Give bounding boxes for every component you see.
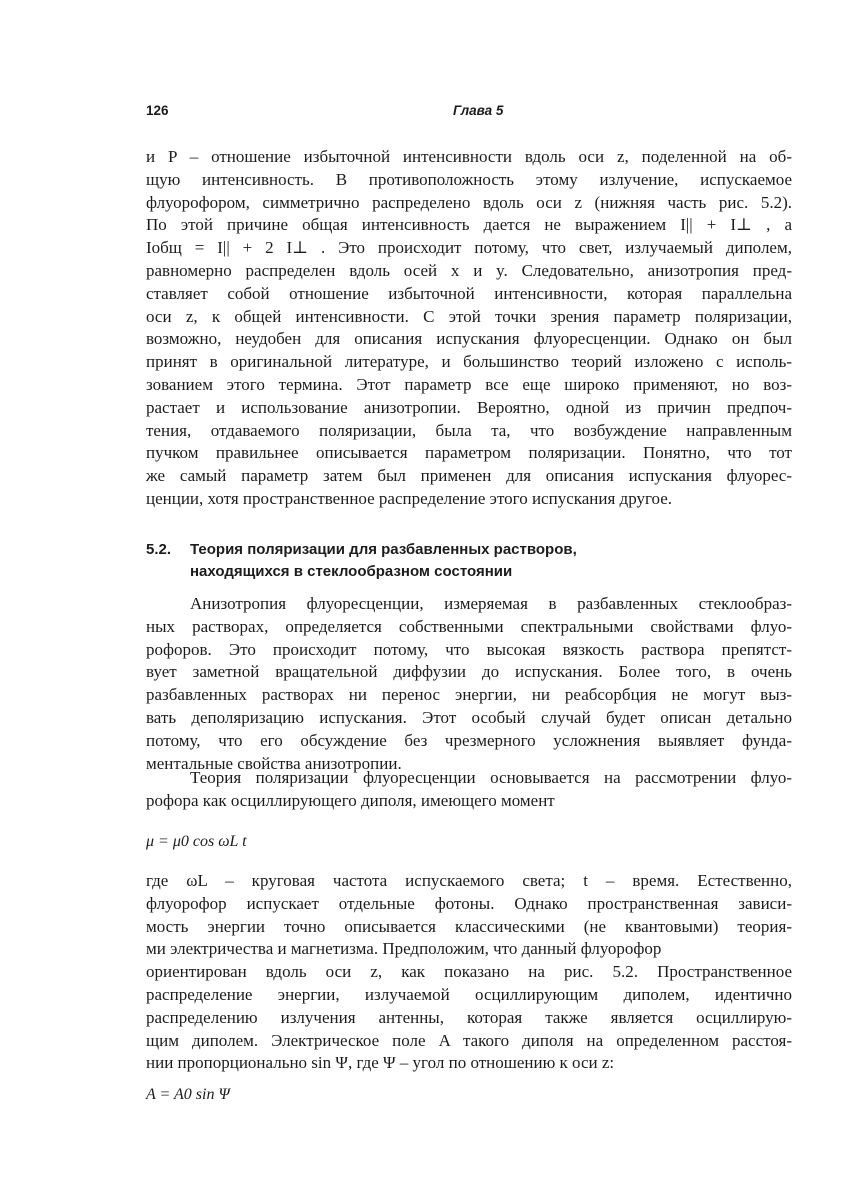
dipole-moment-formula: μ = μ0 cos ωL t [146, 833, 247, 850]
text-line: Iобщ = I|| + 2 I⊥ . Это происходит потому, что свет, излучаемый диполем, [146, 238, 792, 258]
text-line: растает и использование анизотропии. Вероятно, одной из причин предпоч- [146, 397, 792, 417]
text-line: флуорофор испускает отдельные фотоны. Однако пространственная зависи- [146, 893, 792, 913]
section-title-line-2: находящихся в стеклообразном состоянии [190, 563, 513, 580]
text-line: щую интенсивность. В противоположность этому излучение, испускаемое [146, 169, 792, 189]
text-line: равномерно распределен вдоль осей x и y. Следовательно, анизотропия пред- [146, 260, 792, 280]
text-line: вует заметной вращательной диффузии до испускания. Более того, в очень [146, 662, 792, 682]
text-line: ми электричества и магнетизма. Предположим, что данный флуорофор [146, 939, 662, 959]
text-line: Теория поляризации флуоресценции основывается на рассмотрении флуо- [190, 768, 792, 787]
paragraph-3 [146, 767, 792, 813]
text-line: ных растворах, определяется собственными спектральными свойствами флуо- [146, 616, 792, 636]
text-line: ценции, хотя пространственное распределение этого испускания другое. [146, 488, 673, 508]
page-header [146, 103, 786, 125]
text-line: вать деполяризацию испускания. Этот особый случай будет описан детально [146, 707, 792, 727]
text-line: потому, что его обсуждение без чрезмерного усложнения выявляет фунда- [146, 730, 792, 750]
section-number: 5.2. [146, 541, 172, 558]
text-line: ментальные свойства анизотропии. [146, 753, 402, 773]
text-line: тения, отдаваемого поляризации, была та, что возбуждение направленным [146, 420, 792, 440]
text-line: разбавленных растворах ни перенос энергии, ни реабсорбция не могут выз- [146, 685, 792, 705]
text-line: ставляет собой отношение избыточной интенсивности, которая параллельна [146, 283, 792, 303]
section-heading [146, 539, 786, 583]
text-line: возможно, неудобен для описания испускания флуоресценции. Однако он был [146, 329, 792, 349]
text-line: распределению излучения антенны, которая также является осциллирую- [146, 1007, 792, 1027]
text-line: флуорофором, симметрично распределено вдоль оси z (нижняя часть рис. 5.2). [146, 192, 792, 212]
text-line: нии пропорционально sin Ψ, где Ψ – угол по отношению к оси z: [146, 1053, 615, 1073]
electric-field-formula: A = A0 sin Ψ [146, 1086, 230, 1103]
text-line: Анизотропия флуоресценции, измеряемая в разбавленных стеклообраз- [190, 594, 792, 613]
text-line: распределение энергии, излучаемой осциллирующим диполем, идентично [146, 984, 792, 1004]
text-line: и P – отношение избыточной интенсивности вдоль оси z, поделенной на об- [146, 147, 792, 166]
paragraph-1 [146, 146, 792, 511]
text-line: По этой причине общая интенсивность дается не выражением I|| + I⊥ , а [146, 215, 792, 235]
text-line: же самый параметр затем был применен для описания испускания флуорес- [146, 466, 792, 486]
text-line: где ωL – круговая частота испускаемого света; t – время. Естественно, [146, 871, 792, 890]
text-line: рофоров. Это происходит потому, что высокая вязкость раствора препятст- [146, 639, 792, 659]
text-line: ориентирован вдоль оси z, как показано на рис. 5.2. Пространственное [146, 962, 792, 982]
text-line: принят в оригинальной литературе, и большинство теорий изложено с исполь- [146, 352, 792, 372]
paragraph-4 [146, 870, 792, 1075]
text-line: щим диполем. Электрическое поле A такого диполя на определенном расстоя- [146, 1030, 792, 1050]
page-number: 126 [146, 103, 169, 118]
text-line: пучком правильнее описывается параметром поляризации. Понятно, что тот [146, 443, 792, 463]
text-line: мость энергии точно описывается классическими (не квантовыми) теория- [146, 916, 792, 936]
section-title-line-1: Теория поляризации для разбавленных растворов, [190, 541, 577, 558]
text-line: рофора как осциллирующего диполя, имеющего момент [146, 790, 555, 810]
text-line: зованием этого термина. Этот параметр все еще широко применяют, но воз- [146, 374, 792, 394]
chapter-label: Глава 5 [453, 103, 504, 118]
paragraph-2 [146, 593, 792, 775]
text-line: оси z, к общей интенсивности. С этой точки зрения параметр поляризации, [146, 306, 792, 326]
